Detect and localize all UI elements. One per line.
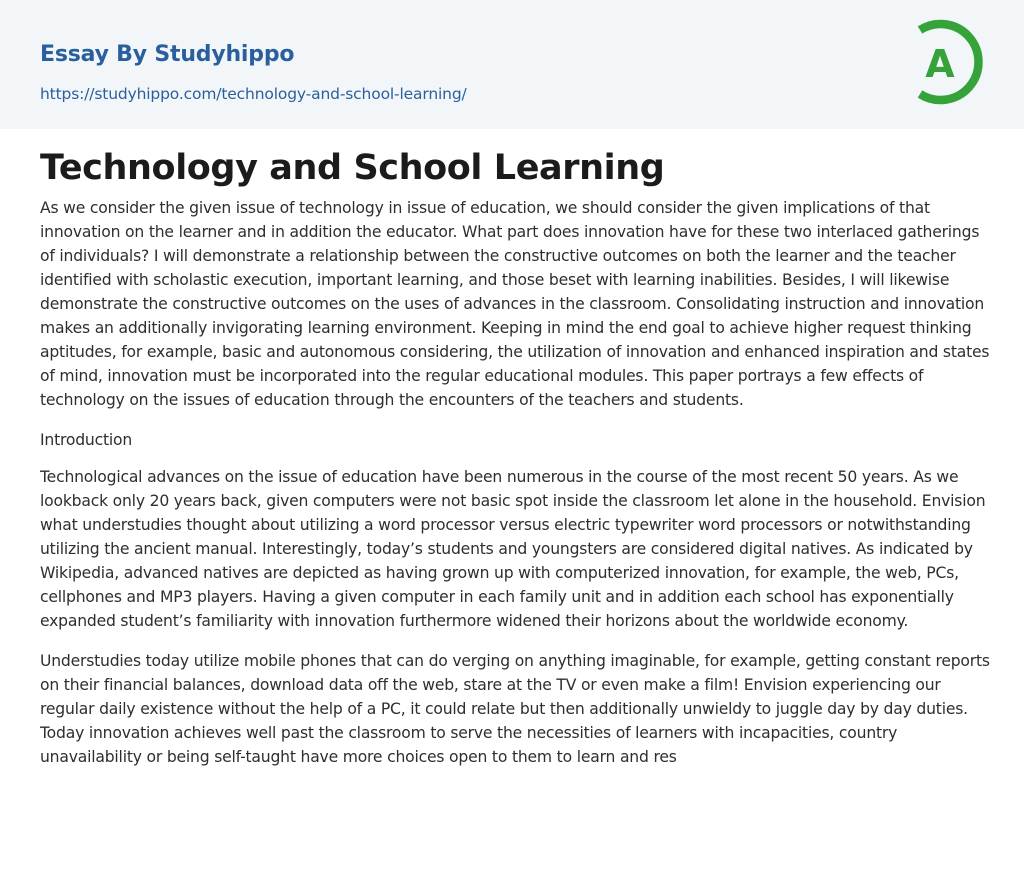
article-paragraph: Understudies today utilize mobile phones that can do verging on anything imaginable, for example, getting constant reports on their financial balances, download data off the web, stare at the TV or even make a film! Envision experiencing our regular daily existence without the help of a PC, it could relate but then additionally unwieldy to juggle day by day duties. Today innovation achieves well past the classroom to serve the necessities of learners with incapacities, country unavailability or being self-taught have more choices open to them to learn and res	[40, 652, 990, 766]
source-url-link[interactable]: https://studyhippo.com/technology-and-school-learning/	[40, 85, 467, 103]
studyhippo-logo-icon[interactable]	[912, 18, 988, 106]
section-heading-introduction: Introduction	[40, 431, 133, 449]
brand-title[interactable]: Essay By Studyhippo	[40, 42, 295, 67]
site-header	[0, 0, 1024, 129]
article-paragraph: As we consider the given issue of technology in issue of education, we should consider the given implications of that innovation on the learner and in addition the educator. What part does innovation have for these two interlaced gatherings of individuals? I will demonstrate a relationship between the constructive outcomes on both the learner and the teacher identified with scholastic execution, important learning, and those beset with learning inabilities. Besides, I will likewise demonstrate the constructive outcomes on the uses of advances in the classroom. Consolidating instruction and innovation makes an additionally invigorating learning environment. Keeping in mind the end goal to achieve higher request thinking aptitudes, for example, basic and autonomous considering, the utilization of innovation and enhanced inspiration and states of mind, innovation must be incorporated into the regular educational modules. This paper portrays a few effects of technology on the issues of education through the encounters of the teachers and students.	[40, 199, 990, 409]
logo-letter: A	[925, 42, 955, 86]
page-title: Technology and School Learning	[40, 148, 665, 188]
article-paragraph: Technological advances on the issue of education have been numerous in the course of the most recent 50 years. As we lookback only 20 years back, given computers were not basic spot inside the classroom let alone in the household. Envision what understudies thought about utilizing a word processor versus electric typewriter word processors or notwithstanding utilizing the ancient manual. Interestingly, today’s students and youngsters are considered digital natives. As indicated by Wikipedia, advanced natives are depicted as having grown up with computerized innovation, for example, the web, PCs, cellphones and MP3 players. Having a given computer in each family unit and in addition each school has exponentially expanded student’s familiarity with innovation furthermore widened their horizons about the worldwide economy.	[40, 468, 986, 630]
article-content	[40, 146, 990, 769]
